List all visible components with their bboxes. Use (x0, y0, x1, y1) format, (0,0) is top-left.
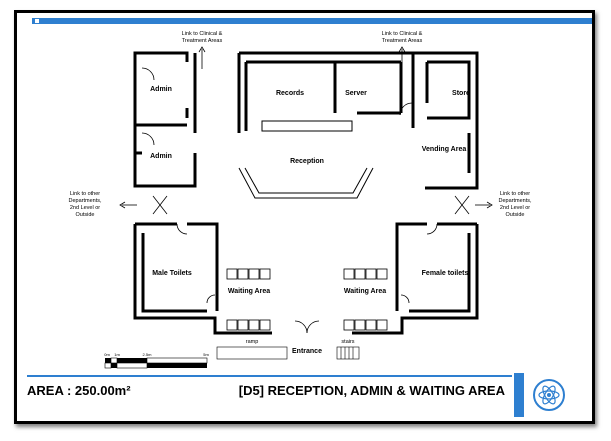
room-records: Records (275, 90, 305, 97)
link-clinical-left-line1: Link to Clinical & (181, 31, 223, 37)
room-waiting-left: Waiting Area (227, 288, 271, 295)
link-dept-right-line1: Link to other (499, 191, 531, 197)
link-clinical-left-line2: Treatment Areas (181, 38, 223, 44)
scale-label-1: 1m (114, 352, 120, 357)
sheet-title: [D5] RECEPTION, ADMIN & WAITING AREA (238, 383, 505, 398)
floor-plan (17, 13, 592, 421)
link-dept-left-line1: Link to other (69, 191, 101, 197)
room-vending: Vending Area (421, 146, 467, 153)
room-reception: Reception (290, 158, 324, 165)
scale-bar (105, 358, 207, 368)
room-waiting-right: Waiting Area (343, 288, 387, 295)
ramp-label: ramp (245, 339, 259, 345)
waiting-seats (227, 269, 387, 330)
room-store: Store (452, 90, 470, 97)
scale-label-2: 2.5m (142, 352, 152, 357)
room-female-toilets: Female toilets (421, 270, 469, 277)
room-server: Server (345, 90, 367, 97)
emblem-icon (514, 373, 572, 417)
room-male-toilets: Male Toilets (152, 270, 192, 277)
link-dept-right-line3: 2nd Level or (499, 205, 531, 211)
link-dept-right-line4: Outside (505, 212, 525, 218)
link-dept-left-line3: 2nd Level or (69, 205, 101, 211)
stairs-label: stairs (341, 339, 355, 345)
drawing-sheet (14, 10, 595, 424)
room-admin-top: Admin (150, 86, 172, 93)
link-dept-right-line2: Departments, (498, 198, 532, 204)
door-swings (142, 68, 437, 333)
room-admin-bottom: Admin (150, 153, 172, 160)
link-clinical-right-line2: Treatment Areas (381, 38, 423, 44)
area-label: AREA : 250.00m² (27, 383, 131, 398)
room-entrance: Entrance (292, 348, 322, 355)
scale-label-3: 5m (203, 352, 209, 357)
footer-divider (27, 375, 512, 377)
ramp-and-stairs (217, 347, 359, 359)
link-dept-left-line2: Departments, (68, 198, 102, 204)
link-clinical-right-line1: Link to Clinical & (381, 31, 423, 37)
scale-label-0: 0m (104, 352, 110, 357)
organization-logo (514, 373, 572, 417)
link-dept-left-line4: Outside (75, 212, 95, 218)
